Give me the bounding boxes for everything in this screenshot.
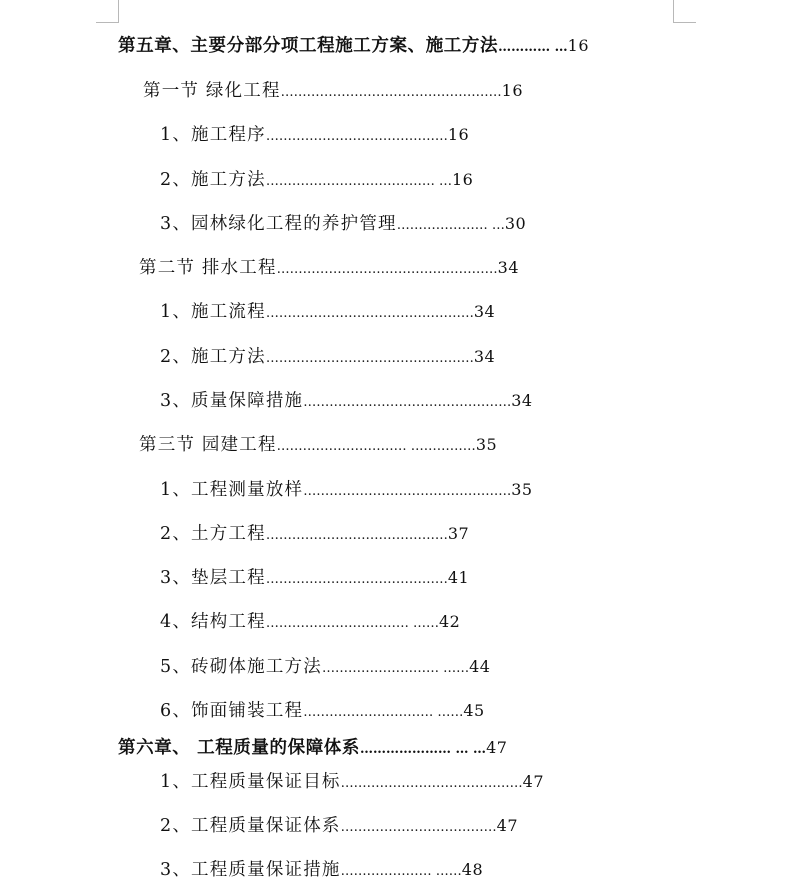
toc-leader: ………………………………… …: [265, 174, 452, 189]
toc-leader: …………………………………………: [303, 395, 512, 410]
toc-page-number: 48: [461, 860, 484, 879]
toc-entry-item[interactable]: [160, 608, 460, 636]
toc-entry-section[interactable]: [139, 431, 497, 459]
toc-entry-item[interactable]: [160, 697, 485, 725]
toc-entry-item[interactable]: [160, 812, 518, 840]
toc-entry-item[interactable]: [160, 121, 469, 149]
toc-leader: …………………………………………: [265, 306, 474, 321]
toc-page-number: 42: [438, 612, 461, 631]
toc-entry-item[interactable]: [160, 520, 469, 548]
toc-leader: ………………… … …: [360, 742, 487, 757]
toc-leader: ………………………… ……………: [276, 439, 476, 454]
toc-leader: …………………………… ……: [265, 616, 439, 631]
toc-title: 4、结构工程: [160, 612, 266, 632]
toc-entry-item[interactable]: [160, 768, 544, 796]
toc-page-number: 37: [447, 524, 470, 543]
crop-mark-top-left: [118, 0, 119, 22]
toc-entry-item[interactable]: [160, 298, 495, 326]
toc-title: 2、工程质量保证体系: [160, 816, 341, 836]
toc-page-number: 47: [486, 738, 508, 757]
toc-leader: ………………… ……: [340, 864, 462, 879]
toc-title: 1、施工流程: [160, 302, 266, 322]
toc-leader: ………………… …: [396, 218, 505, 233]
toc-leader: ………………………………: [340, 820, 497, 835]
toc-page-number: 16: [447, 125, 470, 144]
toc-entry-item[interactable]: [160, 653, 490, 681]
toc-page-number: 34: [497, 258, 520, 277]
toc-title: 1、施工程序: [160, 125, 266, 145]
toc-page-number: 47: [496, 816, 518, 835]
toc-entry-item[interactable]: [160, 564, 469, 592]
crop-mark-top-right: [673, 0, 674, 22]
toc-title: 3、工程质量保证措施: [160, 860, 341, 880]
toc-entry-item[interactable]: [160, 387, 533, 415]
toc-leader: ………………………… ……: [303, 705, 464, 720]
toc-title: 3、质量保障措施: [160, 391, 304, 411]
toc-leader: …………………………………………: [303, 484, 512, 499]
toc-title: 1、工程测量放样: [160, 480, 304, 500]
toc-leader: ……………………………………: [265, 129, 448, 144]
toc-page-number: 16: [567, 36, 589, 55]
toc-title: 第五章、主要分部分项工程施工方案、施工方法: [118, 36, 499, 56]
toc-page-number: 34: [473, 302, 496, 321]
toc-page-number: 16: [501, 81, 524, 100]
toc-leader: ………… …: [498, 40, 568, 55]
toc-entry-section[interactable]: [143, 77, 523, 105]
toc-entry-item[interactable]: [160, 210, 526, 238]
crop-mark-top-left-horizontal: [96, 22, 119, 23]
toc-title: 第三节 园建工程: [139, 435, 277, 455]
toc-entry-item[interactable]: [160, 166, 473, 194]
toc-title: 1、工程质量保证目标: [160, 772, 341, 792]
toc-leader: ……………………………………………: [280, 85, 502, 100]
toc-entry-section[interactable]: [139, 254, 519, 282]
toc-entry-item[interactable]: [160, 343, 495, 371]
toc-title: 2、施工方法: [160, 170, 266, 190]
toc-title: 6、饰面铺装工程: [160, 701, 304, 721]
toc-leader: ……………………………………………: [276, 262, 498, 277]
toc-page-number: 34: [511, 391, 533, 410]
toc-title: 2、施工方法: [160, 347, 266, 367]
toc-leader: ……………………………………: [340, 776, 523, 791]
toc-title: 第二节 排水工程: [139, 258, 277, 278]
toc-entry-item[interactable]: [160, 856, 483, 884]
toc-title: 2、土方工程: [160, 524, 266, 544]
toc-title: 5、砖砌体施工方法: [160, 657, 322, 677]
toc-title: 3、园林绿化工程的养护管理: [160, 214, 397, 234]
toc-title: 第六章、 工程质量的保障体系: [118, 738, 360, 758]
toc-title: 第一节 绿化工程: [143, 81, 281, 101]
toc-entry-chapter[interactable]: [118, 32, 589, 60]
toc-page-number: 30: [504, 214, 527, 233]
toc-page-number: 16: [451, 170, 474, 189]
toc-page-number: 45: [463, 701, 485, 720]
toc-entry-chapter[interactable]: [118, 734, 507, 762]
toc-leader: ……………………………………: [265, 572, 448, 587]
toc-page-number: 34: [473, 347, 496, 366]
crop-mark-top-right-horizontal: [673, 22, 696, 23]
toc-entry-item[interactable]: [160, 476, 533, 504]
toc-page-number: 41: [447, 568, 470, 587]
toc-leader: …………………………………………: [265, 351, 474, 366]
toc-page-number: 44: [469, 657, 491, 676]
toc-page-number: 35: [511, 480, 533, 499]
toc-leader: ……………………………………: [265, 528, 448, 543]
toc-title: 3、垫层工程: [160, 568, 266, 588]
toc-page-number: 47: [522, 772, 544, 791]
toc-leader: ……………………… ……: [321, 661, 470, 676]
toc-page-number: 35: [475, 435, 498, 454]
